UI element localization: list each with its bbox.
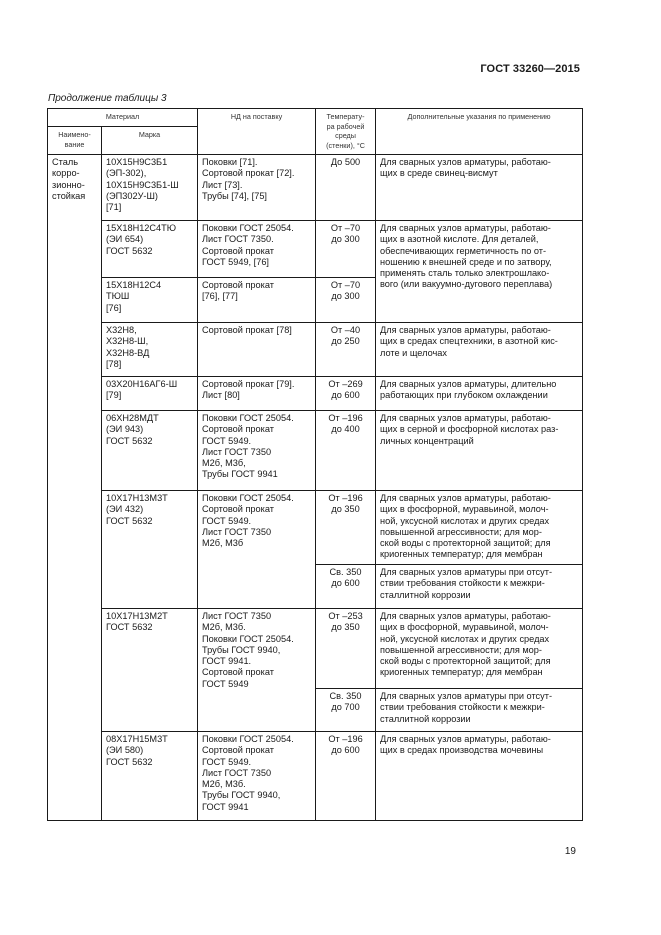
temperature-cell: От –70 до 300 (316, 221, 376, 278)
notes-cell: Для сварных узлов арматуры, работаю- щих в серной и фосфорной кислотах раз- личных концентраций (376, 411, 583, 491)
notes-cell: Для сварных узлов арматуры, работаю- щих в фосфорной, муравьиной, молоч- ной, уксусной кислотах и других средах повышенной агрессивности; для мор- ской воды с протекторной защитой; для криогенных температур; для мембран (376, 609, 583, 689)
standard-designation: ГОСТ 33260—2015 (480, 63, 580, 75)
temperature-cell: От –70 до 300 (316, 278, 376, 323)
nd-cell: Сортовой прокат [78] (198, 323, 316, 377)
grade-cell: Х32Н8, Х32Н8-Ш, Х32Н8-ВД [78] (102, 323, 198, 377)
notes-cell: Для сварных узлов арматуры, работаю- щих в средах производства мочевины (376, 732, 583, 821)
temperature-cell: От –196 до 600 (316, 732, 376, 821)
nd-cell: Сортовой прокат [79]. Лист [80] (198, 377, 316, 411)
grade-cell: 15Х18Н12С4ТЮ (ЭИ 654) ГОСТ 5632 (102, 221, 198, 278)
temperature-cell: До 500 (316, 155, 376, 221)
notes-cell: Для сварных узлов арматуры при отсут- ствии требования стойкости к межкри- сталлитной коррозии (376, 689, 583, 732)
table-row (48, 323, 583, 377)
nd-cell: Поковки ГОСТ 25054. Сортовой прокат ГОСТ 5949. Лист ГОСТ 7350 М2б, М3б. Трубы ГОСТ 9940, ГОСТ 9941 (198, 732, 316, 821)
col-grade: Марка (102, 127, 198, 155)
nd-cell: Сортовой прокат [76], [77] (198, 278, 316, 323)
grade-cell: 10Х15Н9С3Б1 (ЭП-302), 10Х15Н9С3Б1-Ш (ЭП302У-Ш) [71] (102, 155, 198, 221)
table-row (48, 221, 583, 278)
material-name: Сталь корро- зионно- стойкая (48, 155, 102, 821)
table-row (48, 377, 583, 411)
nd-cell: Поковки ГОСТ 25054. Сортовой прокат ГОСТ 5949. Лист ГОСТ 7350 М2б, М3б, Трубы ГОСТ 9941 (198, 411, 316, 491)
temperature-cell: От –40 до 250 (316, 323, 376, 377)
temperature-cell: От –269 до 600 (316, 377, 376, 411)
table-row (48, 491, 583, 565)
page-number: 19 (564, 846, 576, 857)
temperature-cell: Св. 350 до 600 (316, 565, 376, 609)
col-notes: Дополнительные указания по применению (376, 109, 583, 155)
col-material: Материал (48, 109, 198, 127)
nd-cell: Лист ГОСТ 7350 М2б, М3б. Поковки ГОСТ 25054. Трубы ГОСТ 9940, ГОСТ 9941. Сортовой прокат ГОСТ 5949 (198, 609, 316, 732)
temperature-cell: Св. 350 до 700 (316, 689, 376, 732)
table-caption: Продолжение таблицы 3 (48, 93, 167, 104)
grade-cell: 10Х17Н13М2Т ГОСТ 5632 (102, 609, 198, 732)
nd-cell: Поковки ГОСТ 25054. Сортовой прокат ГОСТ 5949. Лист ГОСТ 7350 М2б, М3б (198, 491, 316, 609)
col-name: Наимено- вание (48, 127, 102, 155)
notes-cell: Для сварных узлов арматуры, работаю- щих в азотной кислоте. Для деталей, обеспечивающих герметичность по от- ношению к внешней среде и по затвору, применять сталь только электрошлако- вого (или вакуумно-дугового переплава) (376, 221, 583, 323)
grade-cell: 03Х20Н16АГ6-Ш [79] (102, 377, 198, 411)
col-nd: НД на поставку (198, 109, 316, 155)
nd-cell: Поковки ГОСТ 25054. Лист ГОСТ 7350. Сортовой прокат ГОСТ 5949, [76] (198, 221, 316, 278)
grade-cell: 06ХН28МДТ (ЭИ 943) ГОСТ 5632 (102, 411, 198, 491)
notes-cell: Для сварных узлов арматуры, работаю- щих в среде свинец-висмут (376, 155, 583, 221)
notes-cell: Для сварных узлов арматуры, длительно работающих при глубоком охлаждении (376, 377, 583, 411)
grade-cell: 08Х17Н15М3Т (ЭИ 580) ГОСТ 5632 (102, 732, 198, 821)
table-row (48, 732, 583, 821)
col-temperature: Температу- ра рабочей среды (стенки), °С (316, 109, 376, 155)
notes-cell: Для сварных узлов арматуры, работаю- щих в средах спецтехники, в азотной кис- лоте и щелочах (376, 323, 583, 377)
table-row (48, 609, 583, 689)
nd-cell: Поковки [71]. Сортовой прокат [72]. Лист [73]. Трубы [74], [75] (198, 155, 316, 221)
materials-table (47, 108, 583, 821)
grade-cell: 10Х17Н13М3Т (ЭИ 432) ГОСТ 5632 (102, 491, 198, 609)
table-row (48, 155, 583, 221)
temperature-cell: От –253 до 350 (316, 609, 376, 689)
grade-cell: 15Х18Н12С4 ТЮШ [76] (102, 278, 198, 323)
notes-cell: Для сварных узлов арматуры при отсут- ствии требования стойкости к межкри- сталлитной коррозии (376, 565, 583, 609)
notes-cell: Для сварных узлов арматуры, работаю- щих в фосфорной, муравьиной, молоч- ной, уксусной кислотах и других средах повышенной агрессивности; для мор- ской воды с протекторной защитой; для криогенных температур; для мембран (376, 491, 583, 565)
temperature-cell: От –196 до 400 (316, 411, 376, 491)
temperature-cell: От –196 до 350 (316, 491, 376, 565)
table-row (48, 411, 583, 491)
